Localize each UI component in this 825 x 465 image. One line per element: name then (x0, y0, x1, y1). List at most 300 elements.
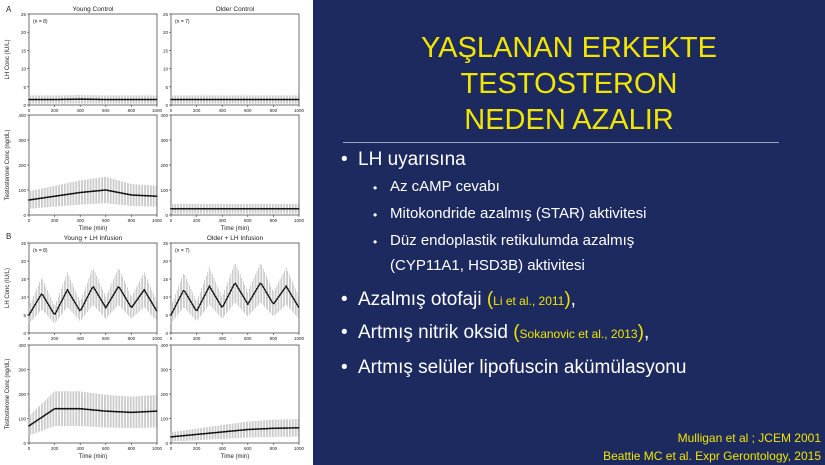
data-point (192, 99, 194, 101)
data-point (228, 430, 230, 432)
data-point (153, 195, 155, 197)
data-point (111, 190, 113, 192)
data-point (238, 430, 240, 432)
data-point (154, 195, 156, 197)
data-point (80, 408, 82, 410)
data-point (239, 290, 241, 292)
data-point (86, 408, 88, 410)
y-tick-label: 400 (18, 343, 26, 348)
data-point (235, 208, 237, 210)
y-tick-label: 400 (160, 113, 168, 118)
data-point (279, 427, 281, 429)
y-tick-label: 5 (165, 313, 168, 318)
data-point (222, 305, 224, 307)
data-point (34, 99, 36, 101)
data-point (133, 411, 135, 413)
data-point (282, 99, 284, 101)
data-point (276, 298, 278, 300)
data-point (176, 302, 178, 304)
data-point (285, 427, 287, 429)
data-point (184, 291, 186, 293)
data-point (39, 99, 41, 101)
data-point (233, 430, 235, 432)
data-point (273, 208, 275, 210)
data-point (244, 99, 246, 101)
data-point (79, 408, 81, 410)
data-point (204, 99, 206, 101)
data-point (90, 409, 92, 411)
data-point (196, 99, 198, 101)
x-tick-label: 200 (50, 218, 59, 223)
x-tick-label: 0 (169, 108, 173, 113)
x-tick-label: 400 (76, 108, 84, 113)
data-point (125, 99, 127, 101)
data-point (60, 408, 62, 410)
data-point (204, 433, 206, 435)
y-tick-label: 15 (20, 277, 26, 282)
data-point (126, 99, 128, 101)
data-point (199, 433, 201, 435)
data-point (248, 99, 250, 101)
data-point (148, 99, 150, 101)
data-point (212, 208, 214, 210)
data-point (172, 311, 174, 313)
data-point (227, 208, 229, 210)
data-point (37, 198, 39, 200)
data-point (238, 208, 240, 210)
data-point (30, 99, 32, 101)
y-tick-label: 400 (18, 113, 26, 118)
data-point (83, 191, 85, 193)
data-point (80, 192, 82, 194)
data-point (175, 305, 177, 307)
data-point (47, 99, 49, 101)
data-point (247, 99, 249, 101)
data-point (230, 430, 232, 432)
data-point (242, 429, 244, 431)
y-axis-label: LH Conc (IU/L) (5, 39, 11, 80)
data-point (190, 434, 192, 436)
data-point (244, 298, 246, 300)
data-point (94, 409, 96, 411)
data-point (189, 298, 191, 300)
data-point (230, 99, 232, 101)
data-point (33, 198, 35, 200)
data-point (106, 99, 108, 101)
data-point (110, 99, 112, 101)
data-point (259, 283, 261, 285)
data-point (271, 427, 273, 429)
y-tick-label: 15 (20, 48, 26, 54)
data-point (195, 208, 197, 210)
data-point (236, 99, 238, 101)
data-point (37, 419, 39, 421)
data-point (146, 411, 148, 413)
data-point (192, 434, 194, 436)
data-point (70, 193, 72, 195)
data-point (248, 208, 250, 210)
x-tick-label: 1000 (293, 108, 305, 113)
data-point (31, 99, 33, 101)
data-point (170, 99, 172, 101)
data-point (116, 411, 118, 413)
data-point (213, 432, 215, 434)
data-point (264, 289, 266, 291)
data-point (295, 427, 297, 429)
subbullet-reticulum-line2: (CYP11A1, HSD3B) aktivitesi (390, 257, 585, 274)
data-point (73, 193, 75, 195)
y-tick-label: 300 (18, 367, 26, 373)
data-point (65, 292, 67, 294)
data-point (65, 408, 67, 410)
data-point (139, 295, 141, 297)
data-point (201, 433, 203, 435)
data-point (37, 99, 39, 101)
data-point (195, 434, 197, 436)
data-point (173, 208, 175, 210)
data-point (275, 208, 277, 210)
data-point (94, 190, 96, 192)
data-point (273, 99, 275, 101)
data-point (236, 208, 238, 210)
data-point (241, 293, 243, 295)
data-point (298, 306, 300, 308)
data-point (120, 290, 122, 292)
data-point (116, 99, 118, 101)
data-point (45, 299, 47, 301)
data-point (215, 208, 217, 210)
data-point (111, 297, 113, 299)
data-point (100, 299, 102, 301)
data-point (284, 287, 286, 289)
data-point (79, 98, 81, 100)
data-point (222, 208, 224, 210)
data-point (50, 196, 52, 198)
data-point (33, 306, 35, 308)
data-point (102, 302, 104, 304)
data-point (47, 196, 49, 198)
n-label: (n = 7) (175, 19, 190, 25)
data-point (181, 99, 183, 101)
data-point (99, 99, 101, 101)
data-point (258, 285, 260, 287)
data-point (265, 291, 267, 293)
data-point (213, 293, 215, 295)
data-point (143, 289, 145, 291)
data-point (175, 99, 177, 101)
data-point (122, 192, 124, 194)
data-point (255, 99, 257, 101)
data-point (91, 190, 93, 192)
data-point (99, 410, 101, 412)
data-point (204, 294, 206, 296)
data-point (133, 304, 135, 306)
x-tick-label: 0 (169, 446, 173, 451)
y-tick-label: 25 (162, 241, 168, 246)
data-point (238, 288, 240, 290)
data-point (142, 291, 144, 293)
data-point (278, 99, 280, 101)
data-point (190, 208, 192, 210)
data-point (275, 300, 277, 302)
data-point (59, 408, 61, 410)
data-point (252, 99, 254, 101)
data-point (193, 434, 195, 436)
data-point (77, 307, 79, 309)
data-point (170, 208, 172, 210)
data-point (261, 428, 263, 430)
data-point (83, 302, 85, 304)
data-point (156, 410, 158, 412)
data-point (281, 292, 283, 294)
data-point (39, 418, 41, 420)
data-point (185, 208, 187, 210)
data-point (28, 199, 30, 201)
y-tick-label: 200 (160, 392, 168, 397)
x-tick-label: 200 (192, 446, 201, 451)
data-point (134, 411, 136, 413)
data-point (262, 286, 264, 288)
data-point (149, 299, 151, 301)
data-point (51, 196, 53, 198)
citation-beattie: Beattie MC et al. Expr Gerontology, 2015 (603, 449, 821, 463)
data-point (284, 99, 286, 101)
data-point (175, 436, 177, 438)
data-point (278, 208, 280, 210)
data-point (290, 427, 292, 429)
x-tick-label: 200 (50, 336, 59, 341)
data-point (96, 291, 98, 293)
y-tick-label: 300 (160, 138, 168, 143)
data-point (282, 290, 284, 292)
data-point (284, 208, 286, 210)
data-point (54, 195, 56, 197)
data-point (90, 191, 92, 193)
data-point (253, 293, 255, 295)
panel-title: Older Control (215, 6, 255, 13)
data-point (154, 410, 156, 412)
data-point (192, 304, 194, 306)
data-point (212, 290, 214, 292)
data-point (296, 303, 298, 305)
data-point (239, 208, 241, 210)
data-point (252, 296, 254, 298)
data-point (148, 297, 150, 299)
y-tick-label: 0 (23, 103, 26, 108)
plot-frame (171, 115, 299, 215)
data-point (149, 411, 151, 413)
data-point (103, 189, 105, 191)
data-point (110, 190, 112, 192)
data-point (252, 208, 254, 210)
data-point (196, 433, 198, 435)
data-point (291, 99, 293, 101)
data-point (86, 191, 88, 193)
data-point (39, 296, 41, 298)
data-point (291, 296, 293, 298)
hormone-profile-figure (0, 0, 313, 465)
data-point (235, 430, 237, 432)
data-point (71, 193, 73, 195)
data-point (281, 427, 283, 429)
x-tick-label: 0 (27, 446, 31, 451)
plot-frame (29, 14, 157, 105)
data-point (173, 99, 175, 101)
data-point (265, 428, 267, 430)
data-point (123, 295, 125, 297)
data-point (42, 294, 44, 296)
data-point (136, 411, 138, 413)
data-point (140, 195, 142, 197)
data-point (120, 192, 122, 194)
data-point (210, 288, 212, 290)
data-point (97, 294, 99, 296)
data-point (244, 429, 246, 431)
x-tick-label: 400 (76, 218, 84, 223)
data-point (82, 408, 84, 410)
data-point (43, 297, 45, 299)
data-point (126, 411, 128, 413)
data-point (76, 304, 78, 306)
data-point (146, 99, 148, 101)
x-tick-label: 400 (218, 218, 226, 223)
data-point (37, 299, 39, 301)
x-tick-label: 800 (269, 108, 278, 113)
data-point (187, 99, 189, 101)
data-point (36, 99, 38, 101)
data-point (122, 292, 124, 294)
data-point (113, 411, 115, 413)
data-point (48, 305, 50, 307)
data-point (123, 193, 125, 195)
section-label-a: A (6, 5, 12, 14)
y-tick-label: 100 (18, 416, 26, 422)
bullet-dot: • (341, 289, 348, 310)
data-point (54, 408, 56, 410)
data-point (96, 409, 98, 411)
bullet-dot: • (341, 149, 348, 170)
data-point (142, 195, 144, 197)
data-point (296, 99, 298, 101)
data-point (179, 208, 181, 210)
data-point (185, 435, 187, 437)
data-point (146, 294, 148, 296)
data-point (67, 193, 69, 195)
x-axis-label: Time (min) (220, 226, 250, 232)
data-point (276, 99, 278, 101)
data-point (80, 98, 82, 100)
data-point (255, 208, 257, 210)
y-tick-label: 20 (162, 30, 168, 36)
data-point (193, 208, 195, 210)
data-point (93, 98, 95, 100)
data-point (248, 429, 250, 431)
x-tick-label: 600 (244, 108, 252, 113)
data-point (119, 411, 121, 413)
data-point (62, 298, 64, 300)
data-point (178, 299, 180, 301)
data-point (271, 302, 273, 304)
data-point (288, 290, 290, 292)
data-point (76, 192, 78, 194)
data-point (232, 208, 234, 210)
data-point (77, 98, 79, 100)
data-point (281, 208, 283, 210)
data-point (201, 208, 203, 210)
data-point (184, 435, 186, 437)
data-point (93, 286, 95, 288)
data-point (60, 301, 62, 303)
data-point (106, 304, 108, 306)
data-point (119, 99, 121, 101)
data-point (298, 208, 300, 210)
data-point (198, 306, 200, 308)
data-point (190, 301, 192, 303)
data-point (190, 99, 192, 101)
data-point (216, 298, 218, 300)
data-point (187, 434, 189, 436)
data-point (136, 300, 138, 302)
data-point (133, 99, 135, 101)
data-point (119, 287, 121, 289)
data-point (59, 195, 61, 197)
data-point (182, 435, 184, 437)
data-point (198, 208, 200, 210)
data-point (259, 208, 261, 210)
data-point (79, 310, 81, 312)
data-point (267, 428, 269, 430)
data-point (88, 191, 90, 193)
data-point (250, 428, 252, 430)
y-tick-label: 100 (160, 188, 168, 193)
y-tick-label: 20 (162, 259, 168, 264)
data-point (39, 198, 41, 200)
data-point (94, 289, 96, 291)
data-point (57, 408, 59, 410)
data-point (225, 299, 227, 301)
data-point (189, 99, 191, 101)
data-point (198, 433, 200, 435)
data-point (113, 99, 115, 101)
data-point (120, 99, 122, 101)
data-point (28, 314, 30, 316)
x-tick-label: 400 (76, 446, 84, 451)
data-point (267, 99, 269, 101)
data-point (282, 427, 284, 429)
data-point (50, 411, 52, 413)
data-point (221, 208, 223, 210)
data-point (123, 99, 125, 101)
data-point (210, 208, 212, 210)
data-point (74, 302, 76, 304)
data-point (67, 98, 69, 100)
data-point (215, 296, 217, 298)
data-point (149, 99, 151, 101)
data-point (221, 431, 223, 433)
data-point (77, 408, 79, 410)
data-point (271, 208, 273, 210)
data-point (63, 99, 65, 101)
data-point (256, 99, 258, 101)
data-point (245, 301, 247, 303)
data-point (28, 99, 30, 101)
y-tick-label: 15 (162, 48, 168, 54)
data-point (102, 189, 104, 191)
data-point (54, 313, 56, 315)
data-point (108, 190, 110, 192)
data-point (170, 314, 172, 316)
plot-frame (171, 14, 299, 105)
